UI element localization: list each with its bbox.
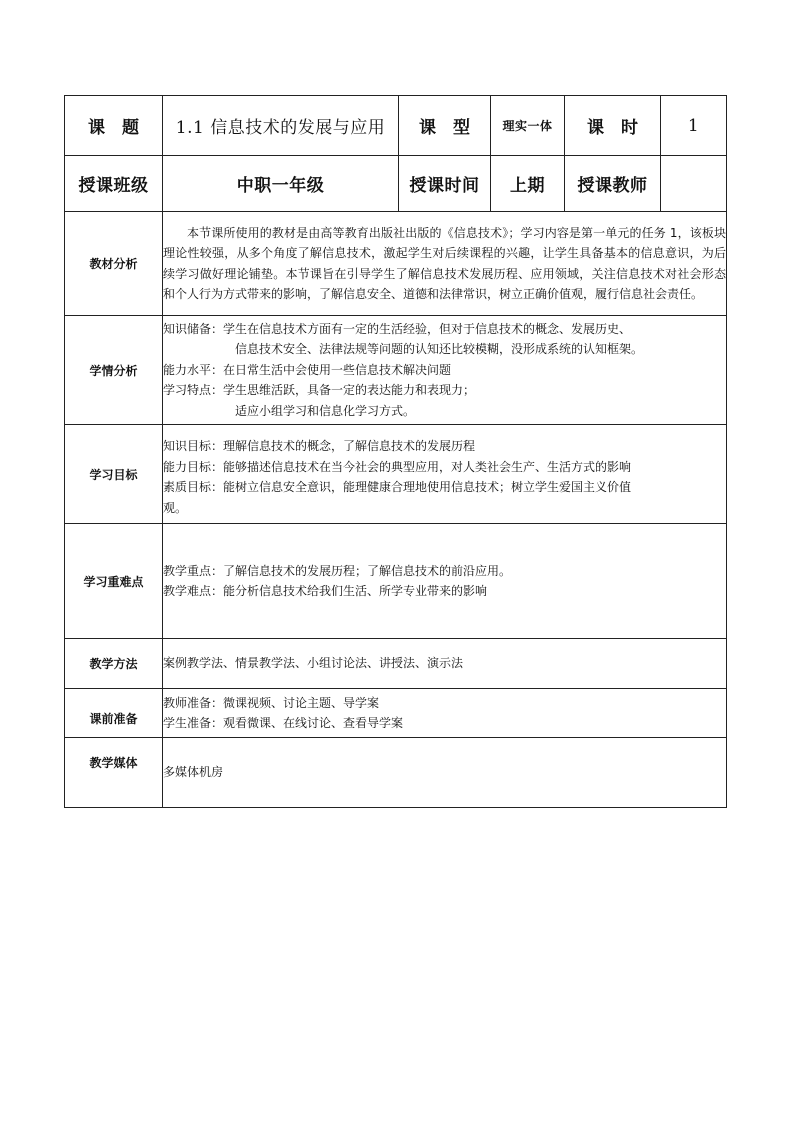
material-content — [163, 212, 727, 316]
lesson-plan-table — [64, 95, 727, 808]
header-row-1 — [65, 96, 727, 156]
learner-line: 适应小组学习和信息化学习方式。 — [235, 403, 416, 418]
topic-value: 1.1 信息技术的发展与应用 — [163, 96, 399, 156]
prep-row — [65, 689, 727, 738]
material-row — [65, 212, 727, 316]
prep-content — [163, 689, 727, 738]
goals-row — [65, 425, 727, 524]
goal-line: 知识目标：理解信息技术的概念，了解信息技术的发展历程 — [163, 439, 476, 453]
keypoint-line: 教学重点：了解信息技术的发展历程；了解信息技术的前沿应用。 — [163, 563, 512, 578]
keypoint-line: 教学难点：能分析信息技术给我们生活、所学专业带来的影响 — [163, 584, 488, 598]
time-value: 上期 — [491, 156, 565, 212]
class-value: 中职一年级 — [163, 156, 399, 212]
hours-label: 课 时 — [565, 96, 661, 156]
teacher-label: 授课教师 — [565, 156, 661, 212]
learner-label: 学情分析 — [65, 316, 163, 425]
prep-label: 课前准备 — [65, 689, 163, 738]
type-value: 理实一体 — [491, 96, 565, 156]
keypoints-label: 学习重难点 — [65, 524, 163, 639]
keypoints-content — [163, 524, 727, 639]
media-text: 多媒体机房 — [163, 765, 224, 780]
teacher-value — [661, 156, 727, 212]
media-content — [163, 738, 727, 808]
learner-line: 信息技术安全、法律法规等问题的认知还比较模糊，没形成系统的认知框架。 — [235, 342, 644, 357]
learner-row — [65, 316, 727, 425]
goal-line: 素质目标：能树立信息安全意识，能理健康合理地使用信息技术；树立学生爱国主义价值 — [163, 480, 632, 494]
topic-label: 课 题 — [65, 96, 163, 156]
methods-row — [65, 639, 727, 689]
methods-label: 教学方法 — [65, 639, 163, 689]
material-text: 本节课所使用的教材是由高等教育出版社出版的《信息技术》；学习内容是第一单元的任务 1，该板块理论性较强，从多个角度了解信息技术，激起学生对后续课程的兴趣，让学生具备基本的信息意识，为后续学习做好理论铺垫。本节课旨在引导学生了解信息技术发展历程、应用领域，关注信息技术对社会形态和个人行为方式带来的影响，了解信息安全、道德和法律常识，树立正确价值观，履行信息社会责任。 — [163, 225, 726, 301]
time-label: 授课时间 — [399, 156, 491, 212]
learner-line: 知识储备：学生在信息技术方面有一定的生活经验，但对于信息技术的概念、发展历史、 — [163, 321, 632, 336]
class-label: 授课班级 — [65, 156, 163, 212]
goals-label: 学习目标 — [65, 425, 163, 524]
prep-line: 教师准备：微课视频、讨论主题、导学案 — [163, 695, 380, 710]
hours-value: 1 — [661, 96, 727, 156]
learner-line: 学习特点：学生思维活跃，具备一定的表达能力和表现力； — [163, 383, 476, 398]
media-row — [65, 738, 727, 808]
methods-text: 案例教学法、情景教学法、小组讨论法、讲授法、演示法 — [163, 656, 464, 671]
goal-line: 观。 — [163, 500, 188, 515]
keypoints-row — [65, 524, 727, 639]
header-row-2 — [65, 156, 727, 212]
goal-line: 能力目标：能够描述信息技术在当今社会的典型应用，对人类社会生产、生活方式的影响 — [163, 459, 632, 474]
media-label: 教学媒体 — [65, 738, 163, 808]
learner-content — [163, 316, 727, 425]
goals-content — [163, 425, 727, 524]
prep-line: 学生准备：观看微课、在线讨论、查看导学案 — [163, 716, 404, 730]
material-label: 教材分析 — [65, 212, 163, 316]
methods-content — [163, 639, 727, 689]
learner-line: 能力水平：在日常生活中会使用一些信息技术解决问题 — [163, 362, 452, 377]
type-label: 课 型 — [399, 96, 491, 156]
